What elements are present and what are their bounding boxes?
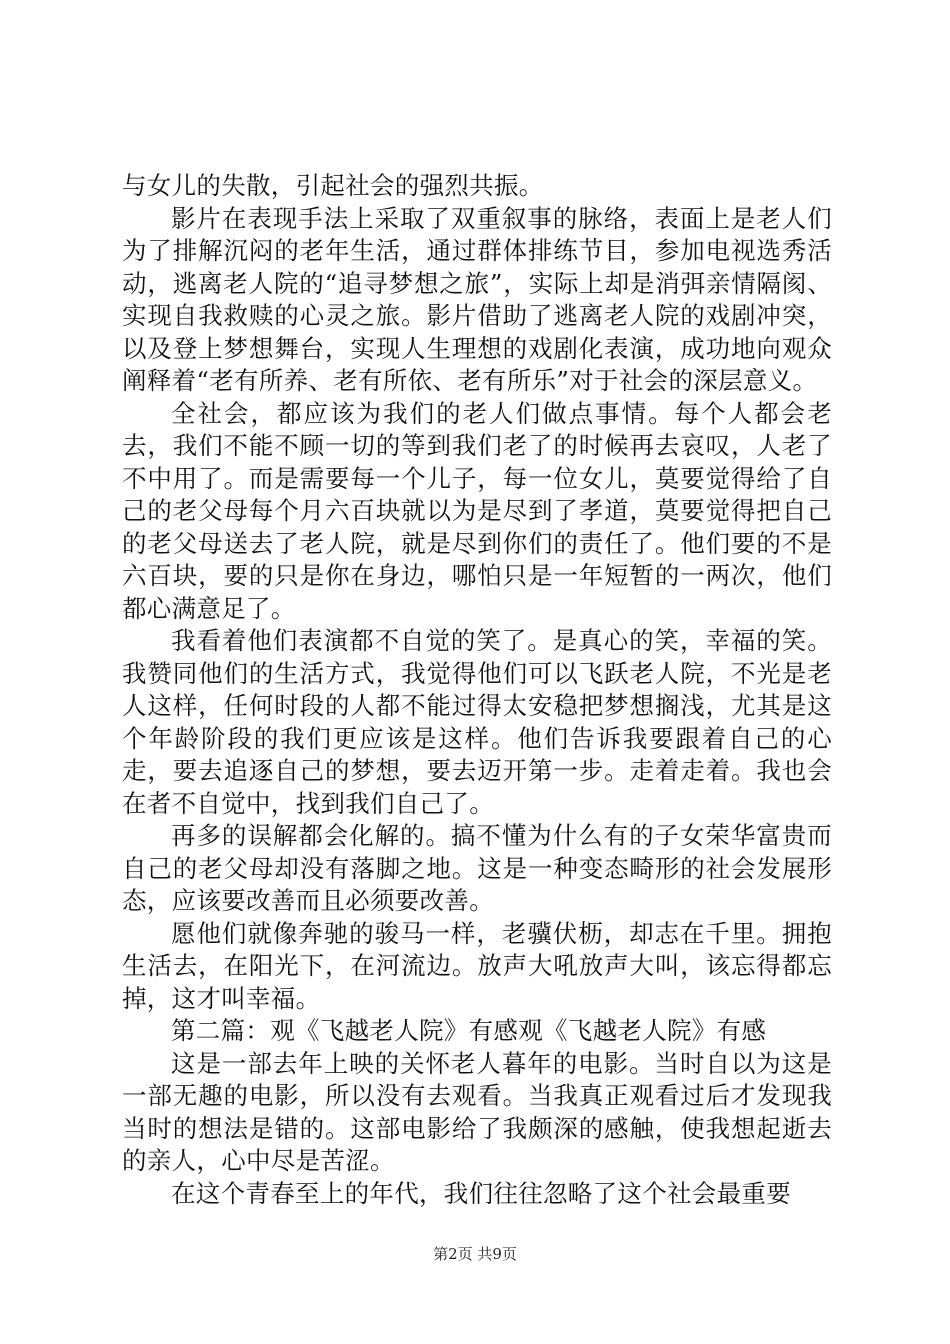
- document-body: [122, 170, 832, 1210]
- paragraph-7: 这是一部去年上映的关怀老人暮年的电影。当时自以为这是一部无趣的电影，所以没有去观看。当我真正观看过后才发现我当时的想法是错的。这部电影给了我颇深的感触，使我想起逝去的亲人，心中尽是苦涩。: [122, 1048, 832, 1175]
- paragraph-1: 与女儿的失散，引起社会的强烈共振。: [122, 171, 544, 200]
- section-heading: 第二篇：观《飞越老人院》有感观《飞越老人院》有感: [171, 1016, 767, 1045]
- paragraph-3: 全社会，都应该为我们的老人们做点事情。每个人都会老去，我们不能不顾一切的等到我们老了的时候再去哀叹，人老了不中用了。而是需要每一个儿子，每一位女儿，莫要觉得给了自己的老父母每个月六百块就以为是尽到了孝道，莫要觉得把自己的老父母送去了老人院，就是尽到你们的责任了。他们要的不是六百块，要的只是你在身边，哪怕只是一年短暂的一两次，他们都心满意足了。: [122, 398, 832, 623]
- paragraph-6: 愿他们就像奔驰的骏马一样，老骥伏枥，却志在千里。拥抱生活去，在阳光下，在河流边。放声大吼放声大叫，该忘得都忘掉，这才叫幸福。: [122, 918, 832, 1013]
- paragraph-8: 在这个青春至上的年代，我们往往忽略了这个社会最重要: [171, 1178, 791, 1208]
- paragraph-4: 我看着他们表演都不自觉的笑了。是真心的笑，幸福的笑。我赞同他们的生活方式，我觉得他们可以飞跃老人院，不光是老人这样，任何时段的人都不能过得太安稳把梦想搁浅，尤其是这个年龄阶段的我们更应该是这样。他们告诉我要跟着自己的心走，要去追逐自己的梦想，要去迈开第一步。走着走着。我也会在者不自觉中，找到我们自己了。: [122, 626, 832, 818]
- paragraph-5: 再多的误解都会化解的。搞不懂为什么有的子女荣华富贵而自己的老父母却没有落脚之地。这是一种变态畸形的社会发展形态，应该要改善而且必须要改善。: [122, 821, 832, 915]
- page-number-footer: 第2页 共9页: [433, 1245, 517, 1263]
- paragraph-2: 影片在表现手法上采取了双重叙事的脉络，表面上是老人们为了排解沉闷的老年生活，通过群体排练节目，参加电视选秀活动，逃离老人院的“追寻梦想之旅”，实际上却是消弭亲情隔阂、实现自我救赎的心灵之旅。影片借助了逃离老人院的戏剧冲突，以及登上梦想舞台，实现人生理想的戏剧化表演，成功地向观众阐释着“老有所养、老有所依、老有所乐”对于社会的深层意义。: [122, 203, 832, 395]
